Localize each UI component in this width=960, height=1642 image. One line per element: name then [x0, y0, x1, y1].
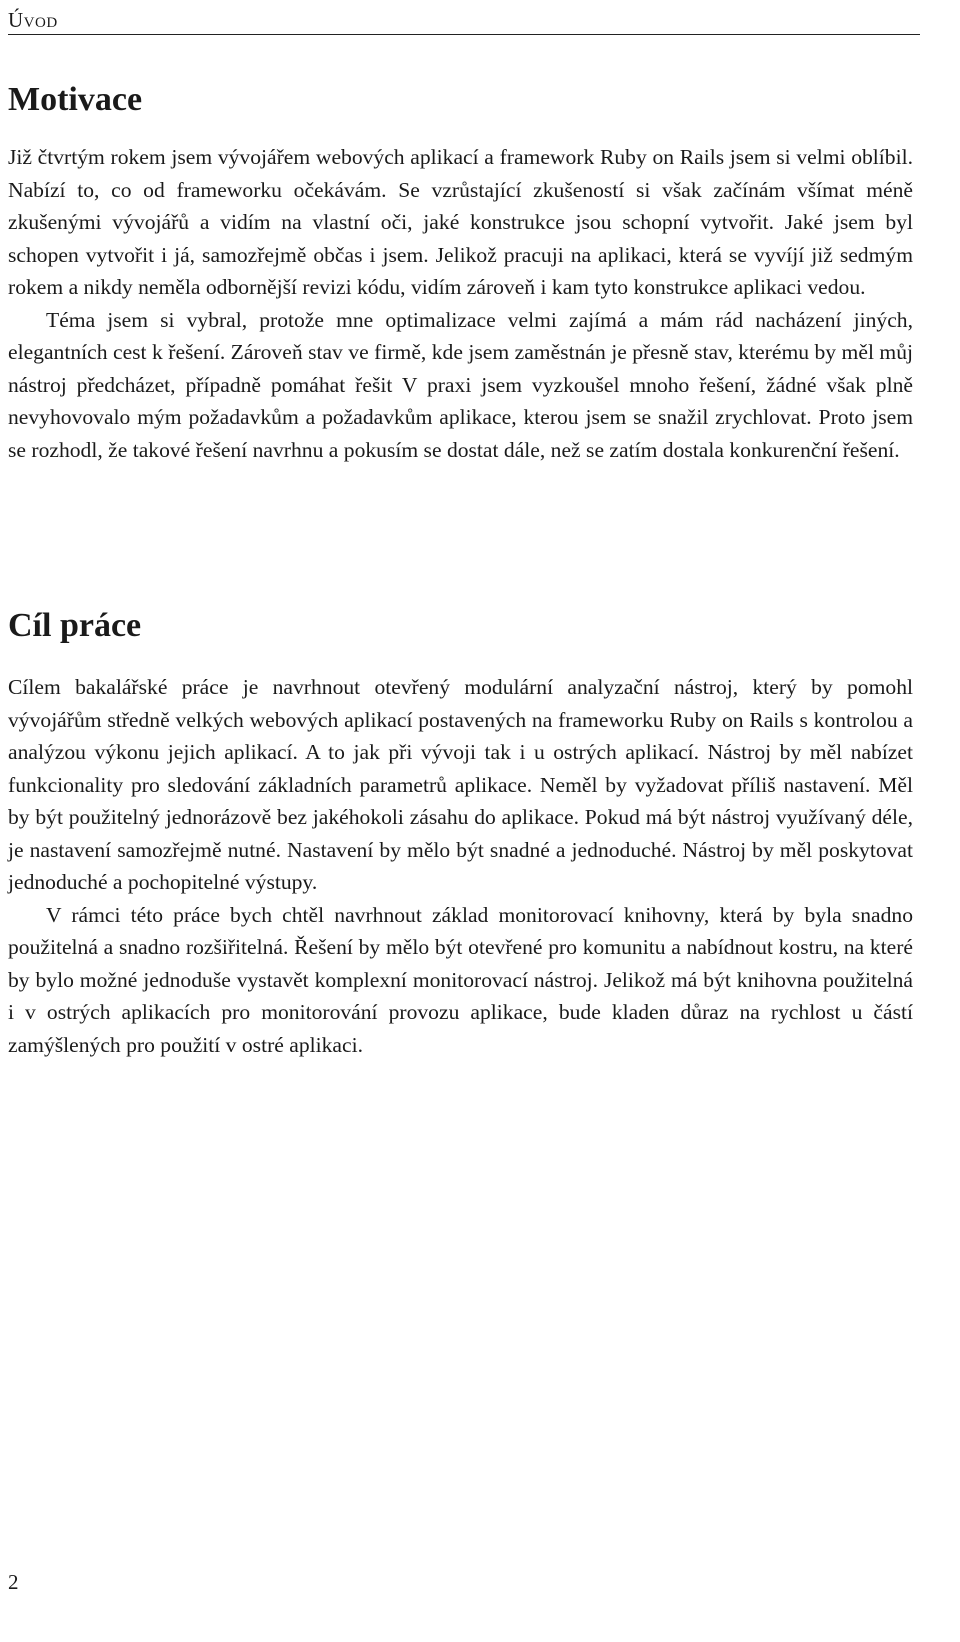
document-page	[8, 0, 920, 1642]
section-title-cil-prace: Cíl práce	[8, 607, 142, 644]
section-body-cil-prace	[8, 671, 913, 1061]
paragraph: V rámci této práce bych chtěl navrhnout základ monitorovací knihovny, která by byla snadno použitelná a snadno rozšiřitelná. Řešení by mělo být otevřené pro komunitu a nabídnout kostru, na které by bylo možné jednoduše vystavět komplexní monitorovací nástroj. Jelikož má být knihovna použitelná i v ostrých aplikacích pro monitorování provozu aplikace, bude kladen důraz na rychlost u částí zamýšlených pro použití v ostré aplikaci.	[8, 902, 913, 1057]
section-title-motivace: Motivace	[8, 81, 143, 118]
paragraph: Téma jsem si vybral, protože mne optimalizace velmi zajímá a mám rád nacházení jiných, elegantních cest k řešení. Zároveň stav ve firmě, kde jsem zaměstnán je přesně stav, kterému by měl můj nástroj předcházet, případně pomáhat řešit V praxi jsem vyzkoušel mnoho řešení, žádné však plně nevyhovovalo mým požadavkům a požadavkům aplikace, kterou jsem se snažil zrychlovat. Proto jsem se rozhodl, že takové řešení navrhnu a pokusím se dostat dále, než se zatím dostala konkurenční řešení.	[8, 307, 913, 462]
paragraph: Již čtvrtým rokem jsem vývojářem webových aplikací a framework Ruby on Rails jsem si velmi oblíbil. Nabízí to, co od frameworku očekávám. Se vzrůstající zkušeností si však začínám všímat méně zkušenými vývojářů a vidím na vlastní oči, jaké konstrukce jsou schopní vytvořit. Jaké jsem byl schopen vytvořit i já, samozřejmě občas i jsem. Jelikož pracuji na aplikaci, která se vyvíjí již sedmým rokem a nikdy neměla odbornější revizi kódu, vidím zároveň i kam tyto konstrukce aplikaci vedou.	[8, 145, 913, 299]
paragraph: Cílem bakalářské práce je navrhnout otevřený modulární analyzační nástroj, který by pomohl vývojářům středně velkých webových aplikací postavených na frameworku Ruby on Rails s kontrolou a analýzou výkonu jejich aplikací. A to jak při vývoji tak i u ostrých aplikací. Nástroj by měl nabízet funkcionality pro sledování základních parametrů aplikace. Neměl by vyžadovat příliš nastavení. Měl by být použitelný jednorázově bez jakéhokoli zásahu do aplikace. Pokud má být nástroj využívaný déle, je nastavení samozřejmě nutné. Nastavení by mělo být snadné a jednoduché. Nástroj by měl poskytovat jednoduché a pochopitelné výstupy.	[8, 675, 913, 894]
running-header: Úvod	[8, 8, 920, 35]
section-body-motivace	[8, 141, 913, 466]
page-number: 2	[8, 1570, 19, 1594]
